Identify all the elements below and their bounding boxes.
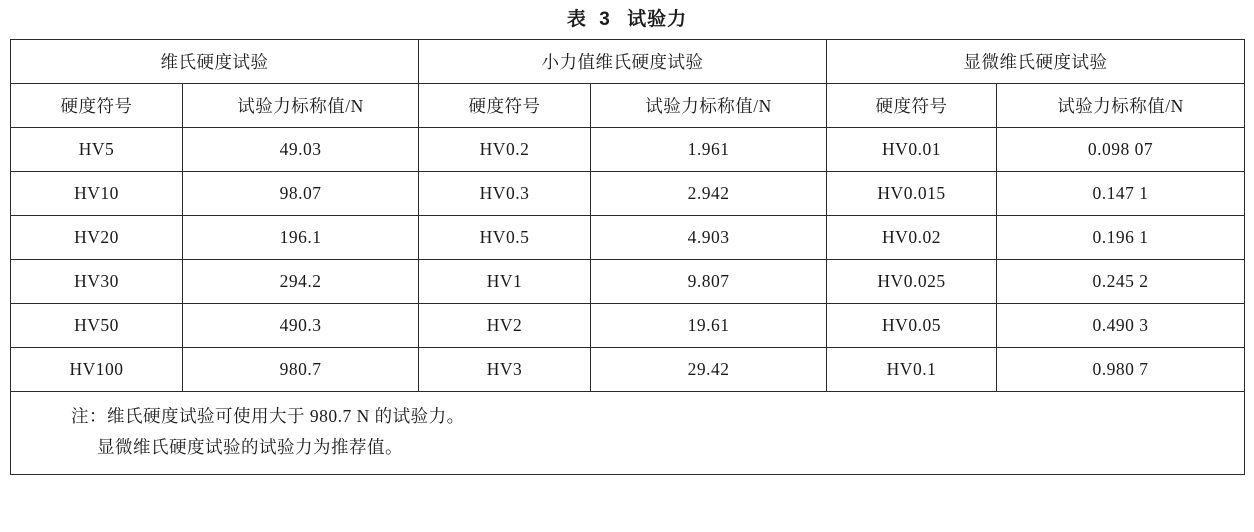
table-caption: [0, 0, 1254, 39]
cell-hardness-symbol: HV100: [11, 348, 183, 392]
cell-hardness-symbol: HV0.5: [419, 216, 591, 260]
table-row: [11, 304, 1245, 348]
column-header-nominal-force-1: 试验力标称值/N: [183, 84, 419, 128]
cell-nominal-force: 19.61: [591, 304, 827, 348]
table-row: [11, 172, 1245, 216]
table-group-header-row: [11, 40, 1245, 84]
cell-nominal-force: 980.7: [183, 348, 419, 392]
cell-nominal-force: 49.03: [183, 128, 419, 172]
cell-nominal-force: 1.961: [591, 128, 827, 172]
table-note-row: [11, 392, 1245, 475]
caption-title: 试验力: [627, 9, 688, 30]
cell-nominal-force: 4.903: [591, 216, 827, 260]
column-header-nominal-force-2: 试验力标称值/N: [591, 84, 827, 128]
column-header-hardness-symbol-3: 硬度符号: [827, 84, 997, 128]
column-header-nominal-force-3: 试验力标称值/N: [997, 84, 1245, 128]
table-row: [11, 260, 1245, 304]
cell-nominal-force: 0.196 1: [997, 216, 1245, 260]
group-header-low-force-vickers: 小力值维氏硬度试验: [419, 40, 827, 84]
cell-nominal-force: 490.3: [183, 304, 419, 348]
cell-hardness-symbol: HV5: [11, 128, 183, 172]
cell-nominal-force: 196.1: [183, 216, 419, 260]
cell-hardness-symbol: HV0.05: [827, 304, 997, 348]
cell-nominal-force: 0.980 7: [997, 348, 1245, 392]
cell-nominal-force: 2.942: [591, 172, 827, 216]
column-header-hardness-symbol-2: 硬度符号: [419, 84, 591, 128]
table-note: [11, 392, 1245, 475]
cell-nominal-force: 0.147 1: [997, 172, 1245, 216]
cell-hardness-symbol: HV0.3: [419, 172, 591, 216]
cell-hardness-symbol: HV2: [419, 304, 591, 348]
cell-nominal-force: 29.42: [591, 348, 827, 392]
column-header-hardness-symbol-1: 硬度符号: [11, 84, 183, 128]
cell-nominal-force: 0.098 07: [997, 128, 1245, 172]
cell-nominal-force: 294.2: [183, 260, 419, 304]
group-header-micro-vickers: 显微维氏硬度试验: [827, 40, 1245, 84]
cell-hardness-symbol: HV50: [11, 304, 183, 348]
test-force-table: [10, 39, 1245, 475]
cell-nominal-force: 98.07: [183, 172, 419, 216]
table-row: [11, 348, 1245, 392]
cell-hardness-symbol: HV30: [11, 260, 183, 304]
table-row: [11, 216, 1245, 260]
cell-nominal-force: 9.807: [591, 260, 827, 304]
cell-hardness-symbol: HV0.025: [827, 260, 997, 304]
caption-prefix: 表: [566, 9, 587, 30]
cell-hardness-symbol: HV0.01: [827, 128, 997, 172]
cell-nominal-force: 0.245 2: [997, 260, 1245, 304]
cell-hardness-symbol: HV1: [419, 260, 591, 304]
table-note-line-2: 显微维氏硬度试验的试验力为推荐值。: [97, 436, 403, 457]
cell-hardness-symbol: HV0.02: [827, 216, 997, 260]
table-column-header-row: [11, 84, 1245, 128]
group-header-vickers: 维氏硬度试验: [11, 40, 419, 84]
cell-hardness-symbol: HV0.1: [827, 348, 997, 392]
table-note-line-1: 注：维氏硬度试验可使用大于 980.7 N 的试验力。: [71, 406, 465, 426]
cell-nominal-force: 0.490 3: [997, 304, 1245, 348]
cell-hardness-symbol: HV0.2: [419, 128, 591, 172]
cell-hardness-symbol: HV10: [11, 172, 183, 216]
table-container: [10, 39, 1244, 475]
cell-hardness-symbol: HV3: [419, 348, 591, 392]
table-row: [11, 128, 1245, 172]
caption-number: 3: [599, 9, 611, 30]
cell-hardness-symbol: HV20: [11, 216, 183, 260]
cell-hardness-symbol: HV0.015: [827, 172, 997, 216]
